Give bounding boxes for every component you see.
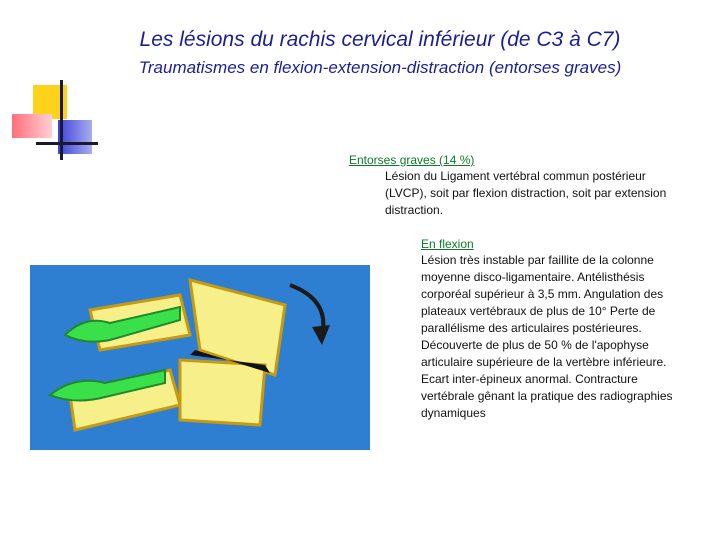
logo-pink-square: [12, 114, 52, 138]
slide-title: Les lésions du rachis cervical inférieur (de C3 à C7): [139, 28, 621, 51]
logo-blue-square: [58, 120, 92, 154]
section1-heading: Entorses graves (14 %): [349, 153, 475, 167]
section1-body: Lésion du Ligament vertébral commun postérieur (LVCP), soit par flexion distraction, soit par extension distraction.: [385, 169, 667, 217]
lower-vertebral-body: [180, 360, 265, 425]
section-heading-flexion: [421, 236, 474, 253]
section-heading-entorses: [349, 152, 474, 169]
logo-vertical-line: [60, 80, 63, 160]
logo-horizontal-line: [36, 142, 98, 145]
decorative-logo: [8, 80, 108, 165]
section2-heading: En flexion: [421, 237, 474, 251]
slide-subtitle: Traumatismes en flexion-extension-distraction (entorses graves): [138, 58, 622, 77]
section2-body: Lésion très instable par faillite de la colonne moyenne disco-ligamentaire. Antélisthésis corporéal supérieur à 3,5 mm. Angulation des plateaux vertébraux de plus de 10° Perte de parallélisme des articulaires postérieures. Découverte de plus de 50 % de l'apophyse articulaire supérieure de la vertèbre inférieure. Ecart inter-épineux anormal. Contracture vertébrale gênant la pratique des radiographies dynamiques: [421, 253, 673, 420]
vertebra-flexion-illustration: [30, 265, 370, 450]
